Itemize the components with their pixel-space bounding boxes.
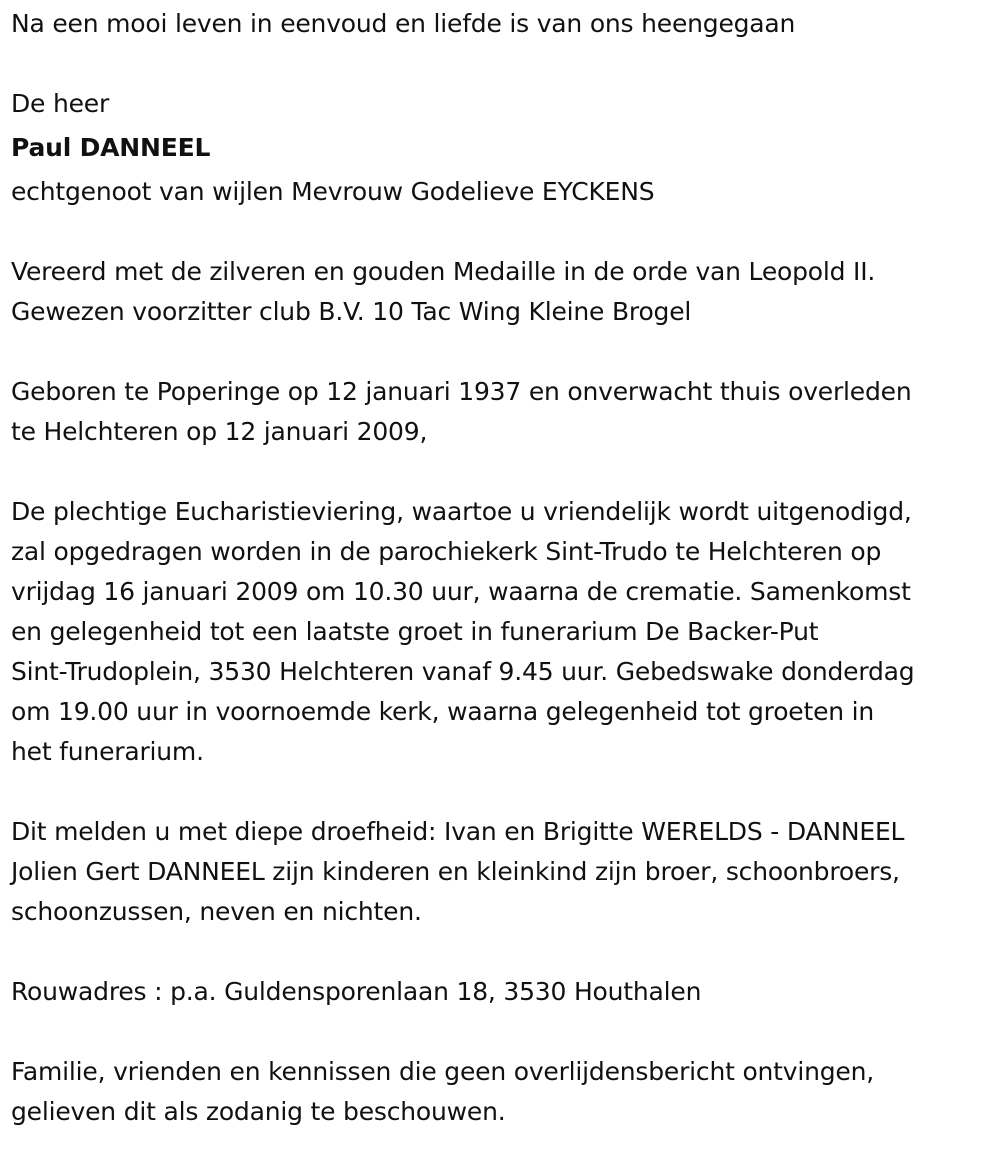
spacer [11,1012,996,1052]
birth-death-line: te Helchteren op 12 januari 2009, [11,417,428,446]
closing-line: Familie, vrienden en kennissen die geen overlijdensbericht ontvingen, [11,1057,875,1086]
spacer [11,332,996,372]
spacer [11,932,996,972]
announcement-paragraph [11,812,996,932]
ceremony-line: Sint-Trudoplein, 3530 Helchteren vanaf 9.45 uur. Gebedswake donderdag [11,657,915,686]
ceremony-line: zal opgedragen worden in de parochiekerk Sint-Trudo te Helchteren op [11,537,882,566]
announcement-line: schoonzussen, neven en nichten. [11,897,422,926]
intro-text: Na een mooi leven in eenvoud en liefde is van ons heengegaan [11,9,796,38]
ceremony-line: het funerarium. [11,737,204,766]
ceremony-line: om 19.00 uur in voornoemde kerk, waarna gelegenheid tot groeten in [11,697,875,726]
ceremony-paragraph [11,492,996,772]
honors-line: Gewezen voorzitter club B.V. 10 Tac Wing Kleine Brogel [11,297,692,326]
ceremony-line: en gelegenheid tot een laatste groet in funerarium De Backer-Put [11,617,819,646]
honors-line: Vereerd met de zilveren en gouden Medaille in de orde van Leopold II. [11,257,876,286]
obituary-notice [11,4,996,1132]
ceremony-line: De plechtige Eucharistieviering, waartoe u vriendelijk wordt uitgenodigd, [11,497,912,526]
spacer [11,44,996,84]
birth-death-paragraph [11,372,996,452]
spouse-line: echtgenoot van wijlen Mevrouw Godelieve EYCKENS [11,177,655,206]
closing-line: gelieven dit als zodanig te beschouwen. [11,1097,506,1126]
spacer [11,772,996,812]
announcement-line: Dit melden u met diepe droefheid: Ivan en Brigitte WERELDS - DANNEEL [11,817,905,846]
ceremony-line: vrijdag 16 januari 2009 om 10.30 uur, waarna de crematie. Samenkomst [11,577,911,606]
birth-death-line: Geboren te Poperinge op 12 januari 1937 en onverwacht thuis overleden [11,377,912,406]
spacer [11,452,996,492]
mourning-address: Rouwadres : p.a. Guldensporenlaan 18, 3530 Houthalen [11,977,702,1006]
honors-paragraph [11,252,996,332]
announcement-line: Jolien Gert DANNEEL zijn kinderen en kleinkind zijn broer, schoonbroers, [11,857,900,886]
deceased-name: Paul DANNEEL [11,133,211,162]
closing-paragraph [11,1052,996,1132]
spacer [11,212,996,252]
salutation: De heer [11,89,110,118]
